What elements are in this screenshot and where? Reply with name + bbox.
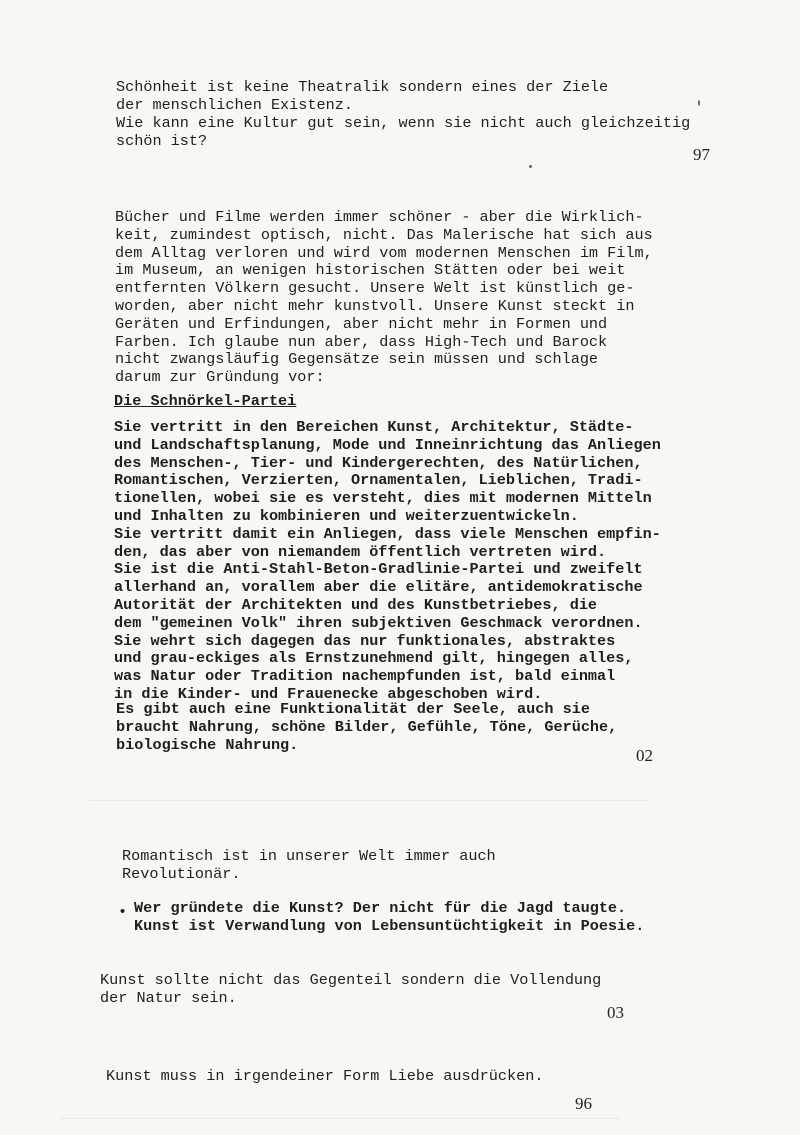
section-number: 02 — [636, 746, 653, 765]
text-line: schön ist? — [116, 131, 208, 150]
text-line: Romantisch ist in unserer Welt immer auch — [122, 847, 496, 865]
text-line: und Inhalten zu kombinieren und weiterzuentwickeln. — [114, 506, 579, 525]
text-line: Romantischen, Verzierten, Ornamentalen, Lieblichen, Tradi- — [114, 471, 643, 490]
text-line: Sie vertritt damit ein Anliegen, dass viele Menschen empfin- — [114, 524, 661, 543]
scan-artifact-line — [90, 800, 650, 801]
text-line: Autorität der Architekten und des Kunstbetriebes, die — [114, 595, 598, 614]
text-line: Sie wehrt sich dagegen das nur funktionales, abstraktes — [114, 631, 616, 650]
text-line: Kunst muss in irgendeiner Form Liebe ausdrücken. — [106, 1067, 544, 1085]
text-line: worden, aber nicht mehr kunstvoll. Unsere Kunst steckt in — [115, 296, 635, 315]
text-line: was Natur oder Tradition nachempfunden ist, bald einmal — [114, 667, 616, 686]
text-line: Schönheit ist keine Theatralik sondern eines der Ziele — [116, 78, 609, 96]
text-line: dem "gemeinen Volk" ihren subjektiven Geschmack verordnen. — [114, 613, 643, 632]
text-line: Geräten und Erfindungen, aber nicht mehr in Formen und — [115, 314, 608, 333]
text-line: der menschlichen Existenz. — [116, 95, 353, 114]
text-line: Kunst sollte nicht das Gegenteil sondern die Vollendung — [100, 971, 602, 989]
party-description — [114, 419, 661, 704]
text-line: nicht zwangsläufig Gegensätze sein müssen und schlage — [115, 350, 599, 369]
text-line: braucht Nahrung, schöne Bilder, Gefühle, Töne, Gerüche, — [116, 717, 618, 736]
text-line: den, das aber von niemandem öffentlich vertreten wird. — [114, 542, 607, 561]
text-line: des Menschen-, Tier- und Kindergerechten, des Natürlichen, — [114, 453, 643, 472]
text-line: Wer gründete die Kunst? Der nicht für die Jagd taugte. — [134, 899, 627, 917]
bullet-icon: • — [118, 903, 128, 921]
text-line: Sie vertritt in den Bereichen Kunst, Architektur, Städte- — [114, 418, 634, 436]
scan-speck — [698, 100, 700, 106]
quote-natur — [100, 972, 601, 1008]
scan-artifact-line — [60, 1118, 620, 1119]
section-number: 96 — [575, 1094, 592, 1113]
scan-speck — [529, 165, 532, 168]
text-line: Farben. Ich glaube nun aber, dass High-Tech und Barock — [115, 332, 608, 351]
section-number: 97 — [693, 145, 710, 164]
text-line: tionellen, wobei sie es versteht, dies mit modernen Mitteln — [114, 489, 652, 508]
text-line: dem Alltag verloren und wird vom modernen Menschen im Film, — [115, 243, 653, 262]
quote-romantisch — [122, 848, 496, 884]
text-line: allerhand an, vorallem aber die elitäre, antidemokratische — [114, 578, 643, 597]
text-line: der Natur sein. — [100, 988, 237, 1007]
text-line: und Landschaftsplanung, Mode und Inneinrichtung das Anliegen — [114, 435, 661, 454]
text-line: Sie ist die Anti-Stahl-Beton-Gradlinie-Partei und zweifelt — [114, 560, 643, 579]
closing-statement — [116, 701, 617, 754]
text-line: Revolutionär. — [122, 864, 241, 883]
text-line: in die Kinder- und Frauenecke abgeschoben wird. — [114, 684, 543, 703]
section-heading: Die Schnörkel-Partei — [114, 392, 297, 410]
text-line: Kunst ist Verwandlung von Lebensuntüchtigkeit in Poesie. — [134, 916, 645, 935]
text-line: Es gibt auch eine Funktionalität der Seele, auch sie — [116, 700, 590, 718]
text-line: darum zur Gründung vor: — [115, 368, 325, 387]
text-line: und grau-eckiges als Ernstzunehmend gilt, hingegen alles, — [114, 649, 634, 668]
text-line: entfernten Völkern gesucht. Unsere Welt ist künstlich ge- — [115, 279, 635, 298]
quote-schoenheit — [116, 79, 608, 115]
text-line: biologische Nahrung. — [116, 735, 299, 754]
text-line: keit, zumindest optisch, nicht. Das Malerische hat sich aus — [115, 225, 653, 244]
quote-liebe — [106, 1068, 543, 1086]
quote-kunst-jagd — [134, 900, 644, 936]
intro-paragraph — [115, 209, 653, 387]
text-line: im Museum, an wenigen historischen Stätten oder bei weit — [115, 261, 626, 280]
text-line: Wie kann eine Kultur gut sein, wenn sie nicht auch gleichzeitig — [116, 114, 691, 132]
quote-kultur — [116, 115, 690, 151]
text-line: Bücher und Filme werden immer schöner - aber die Wirklich- — [115, 208, 644, 226]
section-number: 03 — [607, 1003, 624, 1022]
